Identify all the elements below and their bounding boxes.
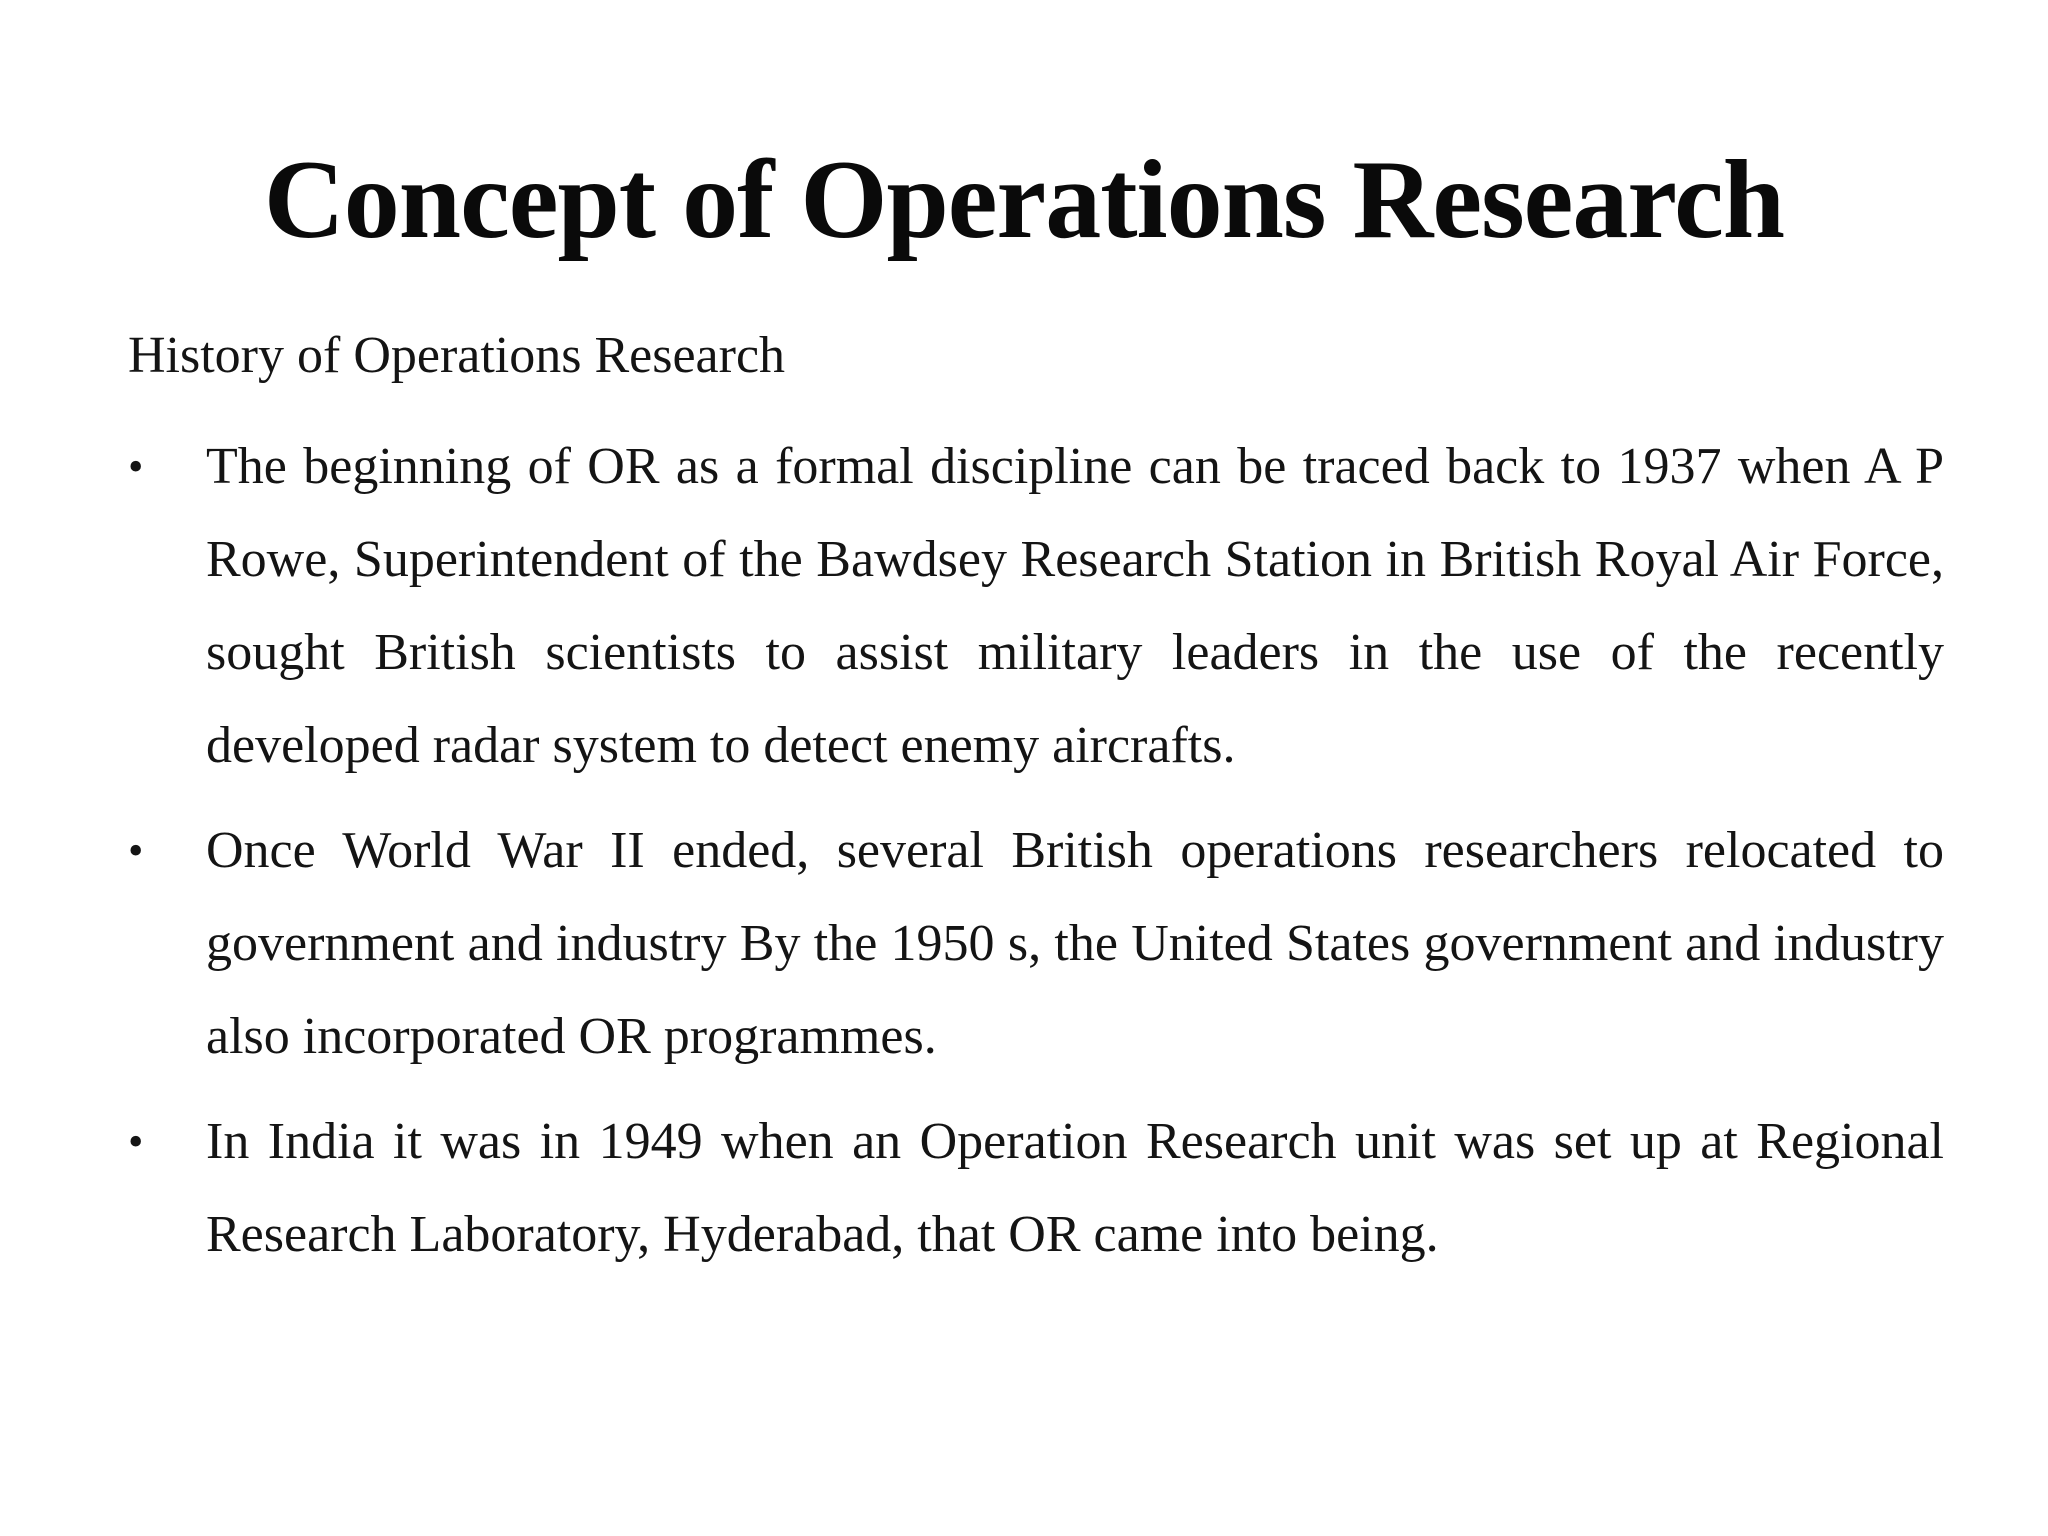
bullet-icon: • — [128, 1117, 144, 1166]
bullet-text: Once World War II ended, several British operations researchers relocated to government and industry By the 1950 s, the United States government and industry also incorporated OR programmes. — [206, 822, 1944, 1065]
bullet-text: The beginning of OR as a formal discipline can be traced back to 1937 when A P Rowe, Superintendent of the Bawdsey Research Station in British Royal Air Force, sought British scientists to assist military leaders in the use of the recently developed radar system to detect enemy aircrafts. — [206, 438, 1944, 774]
bullet-item — [128, 804, 1944, 1083]
bullet-item — [128, 1095, 1944, 1281]
bullet-icon: • — [128, 442, 144, 491]
bullet-item — [128, 420, 1944, 792]
slide-subtitle: History of Operations Research — [128, 327, 786, 384]
bullet-icon: • — [128, 826, 144, 875]
bullet-list — [128, 420, 1944, 1293]
slide-title: Concept of Operations Research — [263, 138, 1785, 262]
bullet-text: In India it was in 1949 when an Operation Research unit was set up at Regional Research Laboratory, Hyderabad, that OR came into being. — [206, 1113, 1944, 1263]
